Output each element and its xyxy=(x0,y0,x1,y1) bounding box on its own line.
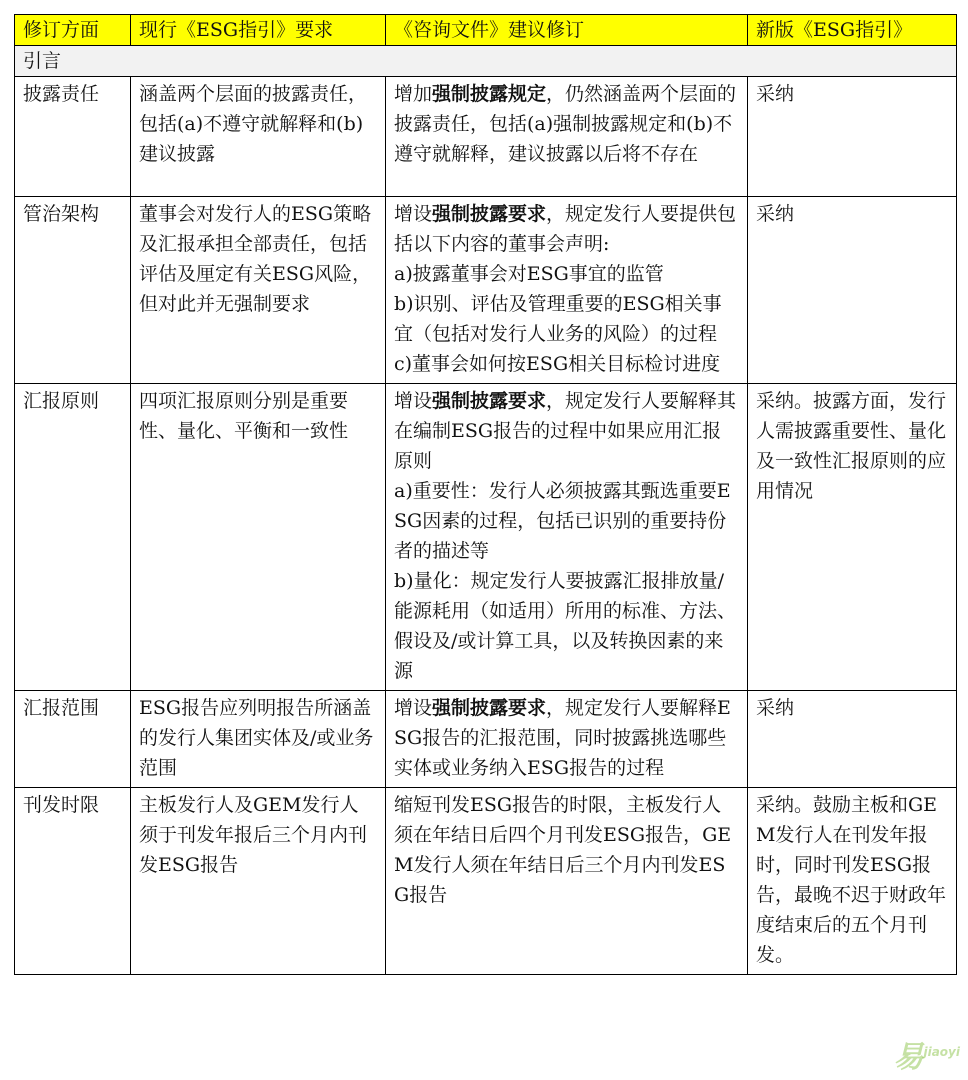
proposed-item: b)量化：规定发行人要披露汇报排放量/能源耗用（如适用）所用的标准、方法、假设及/或计算工具，以及转换因素的来源 xyxy=(394,570,737,682)
table-row xyxy=(15,77,957,197)
cell-proposed xyxy=(386,384,748,691)
cell-current: 主板发行人及GEM发行人须于刊发年报后三个月内刊发ESG报告 xyxy=(131,788,386,975)
cell-aspect: 刊发时限 xyxy=(15,788,131,975)
proposed-pre: 增设 xyxy=(394,203,433,225)
proposed-post: ，规定发行人要解释ESG报告的汇报范围，同时披露挑选哪些实体或业务纳入ESG报告的过程 xyxy=(394,697,731,779)
cell-proposed xyxy=(386,691,748,788)
proposed-bold: 强制披露规定 xyxy=(432,83,547,105)
site-watermark-logo: 易$^{jiaoyi}$ xyxy=(893,1040,960,1075)
proposed-pre: 增加 xyxy=(394,83,433,105)
proposed-post: ，仍然涵盖两个层面的披露责任，包括(a)强制披露规定和(b)不遵守就解释，建议披露以后将不存在 xyxy=(394,83,737,165)
table-row xyxy=(15,384,957,691)
proposed-bold: 强制披露要求 xyxy=(432,203,547,225)
table-row xyxy=(15,788,957,975)
proposed-post: ，规定发行人要解释其在编制ESG报告的过程中如果应用汇报原则 xyxy=(394,390,737,472)
proposed-pre: 缩短刊发ESG报告的时限，主板发行人须在年结日后四个月刊发ESG报告，GEM发行人须在年结日后三个月内刊发ESG报告 xyxy=(394,794,732,906)
section-title: 引言 xyxy=(15,46,957,77)
cell-proposed xyxy=(386,788,748,975)
proposed-item: a)重要性：发行人必须披露其甄选重要ESG因素的过程，包括已识别的重要持份者的描述等 xyxy=(394,480,731,562)
header-consultation: 《咨询文件》建议修订 xyxy=(386,15,748,46)
cell-final: 采纳 xyxy=(748,691,957,788)
proposed-bold: 强制披露要求 xyxy=(432,697,547,719)
cell-aspect: 汇报原则 xyxy=(15,384,131,691)
cell-aspect: 汇报范围 xyxy=(15,691,131,788)
proposed-item: b)识别、评估及管理重要的ESG相关事宜（包括对发行人业务的风险）的过程 xyxy=(394,293,722,345)
proposed-item: c)董事会如何按ESG相关目标检讨进度 xyxy=(394,353,721,375)
cell-aspect: 披露责任 xyxy=(15,77,131,197)
cell-current: 四项汇报原则分别是重要性、量化、平衡和一致性 xyxy=(131,384,386,691)
table-header-row xyxy=(15,15,957,46)
proposed-pre: 增设 xyxy=(394,697,433,719)
table-row xyxy=(15,691,957,788)
section-row xyxy=(15,46,957,77)
cell-final: 采纳 xyxy=(748,77,957,197)
proposed-item: a)披露董事会对ESG事宜的监管 xyxy=(394,263,664,285)
header-current-guide: 现行《ESG指引》要求 xyxy=(131,15,386,46)
proposed-bold: 强制披露要求 xyxy=(432,390,547,412)
cell-aspect: 管治架构 xyxy=(15,197,131,384)
cell-proposed xyxy=(386,77,748,197)
proposed-pre: 增设 xyxy=(394,390,433,412)
cell-final: 采纳。鼓励主板和GEM发行人在刊发年报时，同时刊发ESG报告，最晚不迟于财政年度结束后的五个月刊发。 xyxy=(748,788,957,975)
esg-comparison-table xyxy=(14,14,957,975)
cell-current: ESG报告应列明报告所涵盖的发行人集团实体及/或业务范围 xyxy=(131,691,386,788)
cell-proposed xyxy=(386,197,748,384)
table-row xyxy=(15,197,957,384)
header-aspect: 修订方面 xyxy=(15,15,131,46)
cell-current: 董事会对发行人的ESG策略及汇报承担全部责任，包括评估及厘定有关ESG风险，但对此并无强制要求 xyxy=(131,197,386,384)
esg-comparison-table-wrapper xyxy=(14,14,957,975)
proposed-post: ，规定发行人要提供包括以下内容的董事会声明: xyxy=(394,203,737,255)
cell-final: 采纳 xyxy=(748,197,957,384)
cell-current: 涵盖两个层面的披露责任，包括(a)不遵守就解释和(b)建议披露 xyxy=(131,77,386,197)
cell-final: 采纳。披露方面，发行人需披露重要性、量化及一致性汇报原则的应用情况 xyxy=(748,384,957,691)
header-new-guide: 新版《ESG指引》 xyxy=(748,15,957,46)
